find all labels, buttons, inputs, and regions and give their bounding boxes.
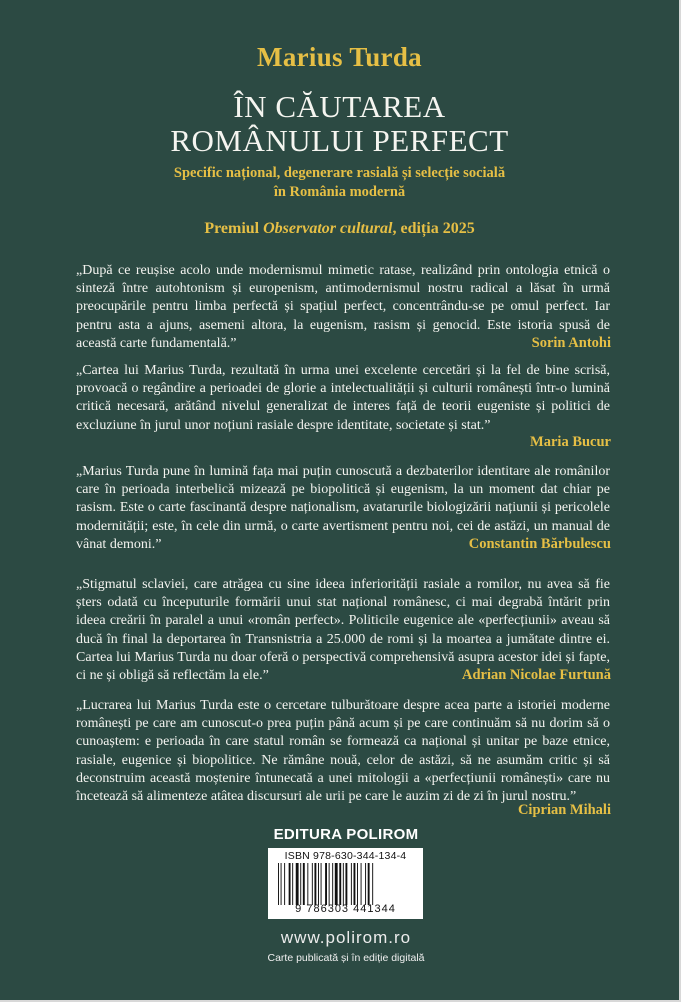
author-name: Marius Turda (257, 42, 422, 72)
barcode-bar (345, 863, 347, 905)
barcode-bar (284, 863, 285, 905)
barcode-bar (332, 863, 333, 905)
barcode-bar (307, 863, 308, 905)
barcode-bar (351, 863, 352, 905)
quote-author: Constantin Bărbulescu (468, 536, 611, 552)
barcode-bar (361, 863, 362, 905)
barcode-bar (296, 863, 299, 905)
title-line-1: ÎN CĂUTAREA (233, 89, 446, 124)
quote-author: Ciprian Mihali (517, 802, 611, 818)
barcode-graphic (278, 863, 413, 905)
barcode-bar (303, 863, 305, 905)
quote-text: „Cartea lui Marius Turda, rezultată în urma unei excelente cercetări și la fel de bine scrisă, provoacă o regândire a perioadei de glorie a intelectualității și culturii românești într-o lumină critică necesară, arătând nivelul generalizat de interes față de teorii eugeniste și politici de excluziune în jurul unor noțiuni rasiale despre identitate, societate și stat.” (76, 363, 610, 433)
quote-author: Maria Bucur (530, 434, 611, 450)
isbn-text: ISBN 978-630-344-134-4 (284, 850, 407, 862)
barcode-bar (343, 863, 344, 905)
barcode-box (268, 848, 423, 919)
quote-author: Adrian Nicolae Furtună (461, 667, 611, 683)
barcode-bar (325, 863, 327, 905)
quote-text: „Marius Turda pune în lumină fața mai puțin cunoscută a dezbaterilor identitare ale românilor care în perioada interbelică mizează pe biopolitică și eugenism, la un moment dat chiar pe rasism. Este o carte fascinantă despre naționalism, avatarurile biologizării națiunii și pericolele modernității; este, în cele din urmă, o carte avertisment pentru noi, cei de astăzi, un manual de vânat demoni.” (76, 464, 610, 552)
digital-edition-note: Carte publicată și în ediție digitală (267, 952, 425, 964)
barcode-bar (339, 863, 341, 905)
publisher-panel (254, 826, 438, 974)
publisher-name: EDITURA POLIROM (273, 826, 419, 843)
barcode-bar (335, 863, 338, 905)
barcode-bar (368, 863, 370, 905)
barcode-bar (318, 863, 319, 905)
barcode-bar (329, 863, 330, 905)
prize-suffix: , ediția 2025 (392, 220, 475, 237)
quote-text: „Lucrarea lui Marius Turda este o cercetare tulburătoare despre acea parte a istoriei moderne românești pe care am cunoscut-o prea puțin până acum și pe care continuăm să nu dorim să o cunoaștem: e perioada în care statul român se formează ca național și unitar pe baze etnice, rasiale, eugenice și biopolitice. Ne rămâne nouă, celor de astăzi, să ne asumăm critic și să deconstruim această moștenire întunecată a unei mitologii a «perfecțiunii românești» care nu încetează să alimenteze atâtea discursuri ale urii pe care le auzim zi de zi în jurul nostru.” (76, 698, 610, 805)
barcode-bar (278, 863, 279, 905)
barcode-bar (321, 863, 322, 905)
barcode-bar (357, 863, 358, 905)
barcode-bar (354, 863, 356, 905)
subtitle-line-2: în România modernă (273, 184, 406, 200)
book-subtitle (0, 164, 679, 202)
book-title (0, 90, 679, 158)
barcode-digits: 9 786303 441344 (295, 903, 396, 915)
barcode-bar (365, 863, 366, 905)
publisher-website: www.polirom.ro (280, 928, 412, 947)
barcode-bar (292, 863, 293, 905)
barcode-bar (281, 863, 282, 905)
barcode-bar (289, 863, 291, 905)
barcode-bar (372, 863, 373, 905)
barcode-bar (314, 863, 316, 905)
quote-text: „După ce reușise acolo unde modernismul mimetic ratase, realizând prin ontologia etnică o sinteză între autohtonism și europenism, antimodernismul nostru radical a lăsat în urmă preocupările pentru limba perfectă și spațiul perfect, concentrându-se pe omul perfect. Iar pentru asta a ajuns, asemeni altora, la eugenism, rasism și genocid. Este istoria spusă de această carte fundamentală.” (76, 263, 610, 351)
title-line-2: ROMÂNULUI PERFECT (170, 123, 509, 158)
prize-publication: Observator cultural (263, 220, 393, 237)
subtitle-line-1: Specific național, degenerare rasială și selecție socială (173, 165, 506, 181)
quote-text: „Stigmatul sclaviei, care atrăgea cu sine ideea inferiorității rasiale a romilor, nu avea să fie șters odată cu începuturile formării unui stat național românesc, ci mai degrabă întărit prin ideea creării în paralel a unui «român perfect». Politicile eugenice ale «perfecțiunii» aveau să ducă în final la deportarea în Transnistria a 25.000 de romi și la moartea a jumătate dintre ei. Cartea lui Marius Turda nu doar oferă o perspectivă comprehensivă asupra acestor idei și fapte, ci ne și obligă să reflectăm la ele.” (76, 577, 610, 684)
barcode-bar (300, 863, 301, 905)
quote-author: Sorin Antohi (531, 335, 611, 351)
prize-line (0, 220, 679, 238)
prize-prefix: Premiul (204, 220, 264, 237)
barcode-bar (312, 863, 313, 905)
